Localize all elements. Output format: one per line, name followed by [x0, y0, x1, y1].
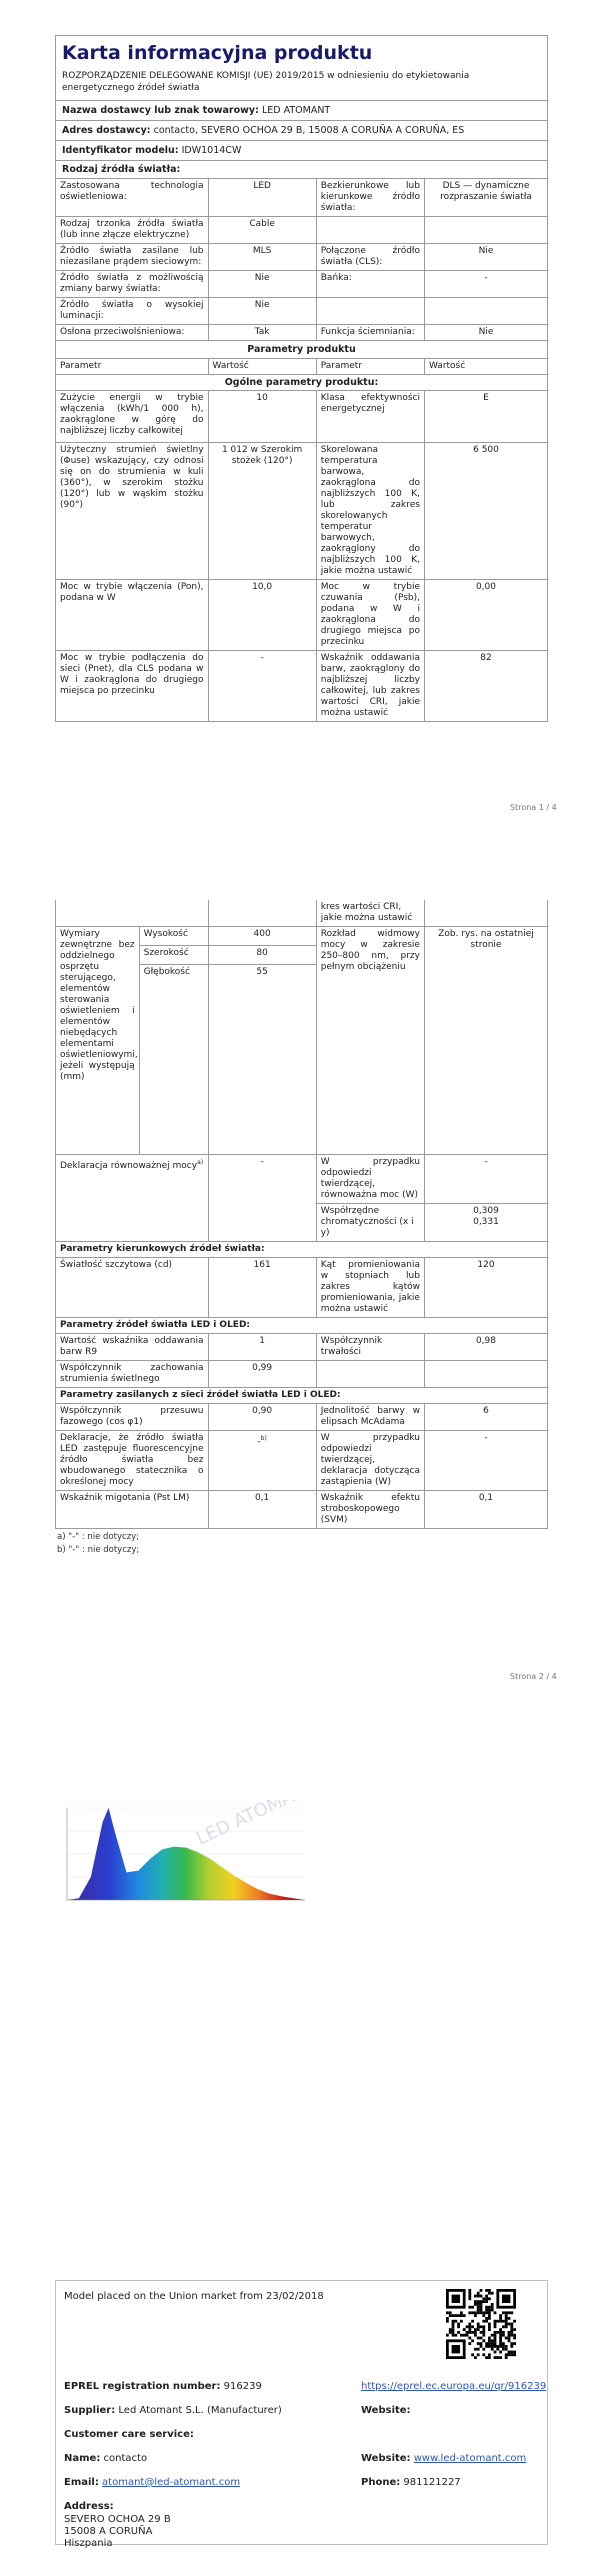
beam-angle-value: 120 [424, 1258, 547, 1318]
height-value: 400 [208, 927, 316, 946]
type-value: Tak [208, 325, 316, 341]
col-parametr-2: Parametr [316, 359, 424, 375]
type-param: Źródło światła zasilane lub niezasilane prądem sieciowym: [56, 244, 209, 271]
type-param: Osłona przeciwolśnieniowa: [56, 325, 209, 341]
general-value: 10,0 [208, 580, 316, 651]
depth-label: Głębokość [139, 965, 208, 1155]
model-row: Identyfikator modelu: IDW1014CW [55, 140, 548, 160]
type-value-2 [424, 298, 547, 325]
mains-row [56, 1431, 548, 1491]
supplier-info-row: Supplier: Led Atomant S.L. (Manufacturer) [64, 2405, 282, 2416]
eprel-link[interactable]: https://eprel.ec.europa.eu/qr/916239 [361, 2381, 547, 2392]
equiv-power-label: W przypadku odpowiedzi twierdzącej, równoważna moc (W) [316, 1155, 424, 1204]
spectrum-chart [55, 1800, 315, 1910]
peak-intensity-value: 161 [208, 1258, 316, 1318]
type-value: Nie [208, 271, 316, 298]
equiv-power-value: - [424, 1155, 547, 1204]
market-text: Model placed on the Union market from 23/02/2018 [64, 2291, 324, 2302]
mains-value-2: 0,1 [424, 1491, 547, 1529]
general-value: 10 [208, 391, 316, 443]
led-param: Współczynnik zachowania strumienia świetlnego [56, 1361, 209, 1388]
regulation-text: ROZPORZĄDZENIE DELEGOWANE KOMISJI (UE) 2019/2015 w odniesieniu do etykietowania energetycznego źródeł światła [62, 71, 470, 93]
general-heading: Ogólne parametry produktu: [56, 375, 548, 391]
params-header-table [55, 358, 548, 722]
general-value: - [208, 651, 316, 722]
general-value-2: 82 [424, 651, 547, 722]
directional-heading: Parametry kierunkowych źródeł światła: [56, 1242, 548, 1258]
spectrum-svg [55, 1800, 315, 1910]
page-number-2: Strona 2 / 4 [510, 1672, 557, 1681]
page-2 [55, 900, 548, 1558]
page-title: Karta informacyjna produktu [62, 42, 373, 64]
chroma-label: Współrzędne chromatyczności (x i y) [316, 1204, 424, 1242]
col-wartosc-2: Wartość [424, 359, 547, 375]
peak-intensity-label: Światłość szczytowa (cd) [56, 1258, 209, 1318]
led-heading: Parametry źródeł światła LED i OLED: [56, 1318, 548, 1334]
phone-row: Phone: 981121227 [361, 2477, 461, 2488]
general-param-2: Skorelowana temperatura barwowa, zaokrąglona do najbliższych 100 K, lub zakres skorelowanych temperatur barwowych, zaokrąglony do najbliższych 100 K, jakie można ustawić [316, 443, 424, 580]
col-parametr-1: Parametr [56, 359, 209, 375]
eprel-info-box [55, 2280, 548, 2549]
address-lines: SEVERO OCHOA 29 B 15008 A CORUÑA Hiszpania [64, 2514, 171, 2549]
equiv-label: Deklaracja równoważnej mocy$^{a)}$ [56, 1155, 209, 1242]
source-type-heading: Rodzaj źródła światła: [55, 160, 548, 178]
general-value-2: 6 500 [424, 443, 547, 580]
dims-table [55, 900, 548, 1529]
equiv-value: - [208, 1155, 316, 1242]
type-param: Źródło światła z możliwością zmiany barwy światła: [56, 271, 209, 298]
mains-param-2: W przypadku odpowiedzi twierdzącej, deklaracja dotycząca zastąpienia (W) [316, 1431, 424, 1491]
mains-value-2: - [424, 1431, 547, 1491]
page-number-1: Strona 1 / 4 [510, 803, 557, 812]
general-param: Moc w trybie podłączenia do sieci (Pnet), dla CLS podana w W i zaokrąglona do drugiego miejsca po przecinku [56, 651, 209, 722]
width-label: Szerokość [139, 946, 208, 965]
mains-value-2: 6 [424, 1404, 547, 1431]
type-table [55, 178, 548, 341]
mains-heading: Parametry zasilanych z sieci źródeł światła LED i OLED: [56, 1388, 548, 1404]
type-row [56, 325, 548, 341]
chroma-values: 0,309 0,331 [424, 1204, 547, 1242]
mains-value: -$^{b)}$ [208, 1431, 316, 1491]
type-row [56, 244, 548, 271]
led-param-2 [316, 1361, 424, 1388]
params-heading: Parametry produktu [55, 341, 548, 358]
type-value-2: Nie [424, 325, 547, 341]
address-row: Adres dostawcy: contacto, SEVERO OCHOA 29 B, 15008 A CORUÑA A CORUÑA, ES [55, 120, 548, 140]
mains-value: 0,1 [208, 1491, 316, 1529]
mains-param: Współczynnik przesuwu fazowego (cos φ1) [56, 1404, 209, 1431]
col-wartosc-1: Wartość [208, 359, 316, 375]
general-param: Moc w trybie włączenia (Pon), podana w W [56, 580, 209, 651]
email-row: Email: atomant@led-atomant.com [64, 2477, 241, 2488]
depth-value: 55 [208, 965, 316, 1155]
qr-code-icon[interactable] [446, 2289, 516, 2359]
spectrum-label: Rozkład widmowy mocy w zakresie 250–800 nm, przy pełnym obciążeniu [316, 927, 424, 1155]
type-row [56, 217, 548, 244]
led-value-2 [424, 1361, 547, 1388]
mains-param: Wskaźnik migotania (Pst LM) [56, 1491, 209, 1529]
general-row [56, 651, 548, 722]
website-row: Website: www.led-atomant.com [361, 2453, 527, 2464]
dims-label: Wymiary zewnętrzne bez oddzielnego osprzętu sterującego, elementów sterowania oświetleniem i elementów niebędących elementami oświetleniowymi, jeżeli występują (mm) [56, 927, 140, 1155]
type-param-2 [316, 217, 424, 244]
supplier-row: Nazwa dostawcy lub znak towarowy: LED ATOMANT [55, 100, 548, 120]
width-value: 80 [208, 946, 316, 965]
watermark-logo: LED ATOMANT [193, 1800, 315, 1850]
led-row [56, 1334, 548, 1361]
type-value: Cable [208, 217, 316, 244]
type-value-2: Nie [424, 244, 547, 271]
general-value: 1 012 w Szerokim stożek (120°) [208, 443, 316, 580]
general-param: Użyteczny strumień świetlny (Φuse) wskazujący, czy odnosi się on do strumienia w kuli (360°), w szerokim stożku (120°) lub w wąskim stożku (90°) [56, 443, 209, 580]
general-row [56, 391, 548, 443]
customer-care-label: Customer care service: [64, 2429, 194, 2440]
type-param: Źródło światła o wysokiej luminacji: [56, 298, 209, 325]
led-value: 1 [208, 1334, 316, 1361]
mains-param-2: Jednolitość barwy w elipsach McAdama [316, 1404, 424, 1431]
beam-angle-label: Kąt promieniowania w stopniach lub zakres kątów promieniowania, jakie można ustawić [316, 1258, 424, 1318]
footnote-b: b) "-" : nie dotyczy; [57, 1545, 140, 1555]
address-label: Address: [64, 2501, 114, 2512]
website-link[interactable]: www.led-atomant.com [413, 2453, 527, 2464]
type-param-2: Bezkierunkowe lub kierunkowe źródło światła: [316, 179, 424, 217]
led-value: 0,99 [208, 1361, 316, 1388]
led-param-2: Współczynnik trwałości [316, 1334, 424, 1361]
type-row [56, 271, 548, 298]
email-link[interactable]: atomant@led-atomant.com [102, 2477, 241, 2488]
led-value-2: 0,98 [424, 1334, 547, 1361]
general-param-2: Moc w trybie czuwania (Psb), podana w W i zaokrąglona do drugiego miejsca po przecinku [316, 580, 424, 651]
type-row [56, 179, 548, 217]
general-param-2: Klasa efektywności energetycznej [316, 391, 424, 443]
eprel-row: EPREL registration number: 916239 [64, 2381, 262, 2392]
footnote-a: a) "-" : nie dotyczy; [57, 1532, 140, 1542]
type-value: MLS [208, 244, 316, 271]
type-value-2: - [424, 271, 547, 298]
spectrum-value: Zob. rys. na ostatniej stronie [424, 927, 547, 1155]
website-label: Website: [361, 2405, 411, 2416]
mains-row [56, 1404, 548, 1431]
type-param-2: Bańka: [316, 271, 424, 298]
type-value: LED [208, 179, 316, 217]
mains-param-2: Wskaźnik efektu stroboskopowego (SVM) [316, 1491, 424, 1529]
general-value-2: E [424, 391, 547, 443]
general-value-2: 0,00 [424, 580, 547, 651]
mains-value: 0,90 [208, 1404, 316, 1431]
general-param: Zużycie energii w trybie włączenia (kWh/1 000 h), zaokrąglone w górę do najbliższej liczby całkowitej [56, 391, 209, 443]
led-param: Wartość wskaźnika oddawania barw R9 [56, 1334, 209, 1361]
type-value-2 [424, 217, 547, 244]
general-row [56, 443, 548, 580]
general-param-2: Wskaźnik oddawania barw, zaokrąglony do najbliższej liczby całkowitej, lub zakres wartości CRI, jakie można ustawić [316, 651, 424, 722]
type-param-2: Połączone źródło światła (CLS): [316, 244, 424, 271]
type-param: Zastosowana technologia oświetleniowa: [56, 179, 209, 217]
mains-param: Deklaracje, że źródło światła LED zastępuje fluorescencyjne źródło światła bez wbudowanego statecznika o określonej mocy [56, 1431, 209, 1491]
general-row [56, 580, 548, 651]
mains-row [56, 1491, 548, 1529]
type-value: Nie [208, 298, 316, 325]
type-param-2: Funkcja ściemniania: [316, 325, 424, 341]
cri-continuation: kres wartości CRI, jakie można ustawić [316, 900, 424, 927]
type-value-2: DLS — dynamiczne rozpraszanie światła [424, 179, 547, 217]
page-1 [55, 35, 548, 722]
type-param-2 [316, 298, 424, 325]
height-label: Wysokość [139, 927, 208, 946]
name-row: Name: contacto [64, 2453, 148, 2464]
led-row [56, 1361, 548, 1388]
type-param: Rodzaj trzonka źródła światła (lub inne złącze elektryczne) [56, 217, 209, 244]
type-row [56, 298, 548, 325]
